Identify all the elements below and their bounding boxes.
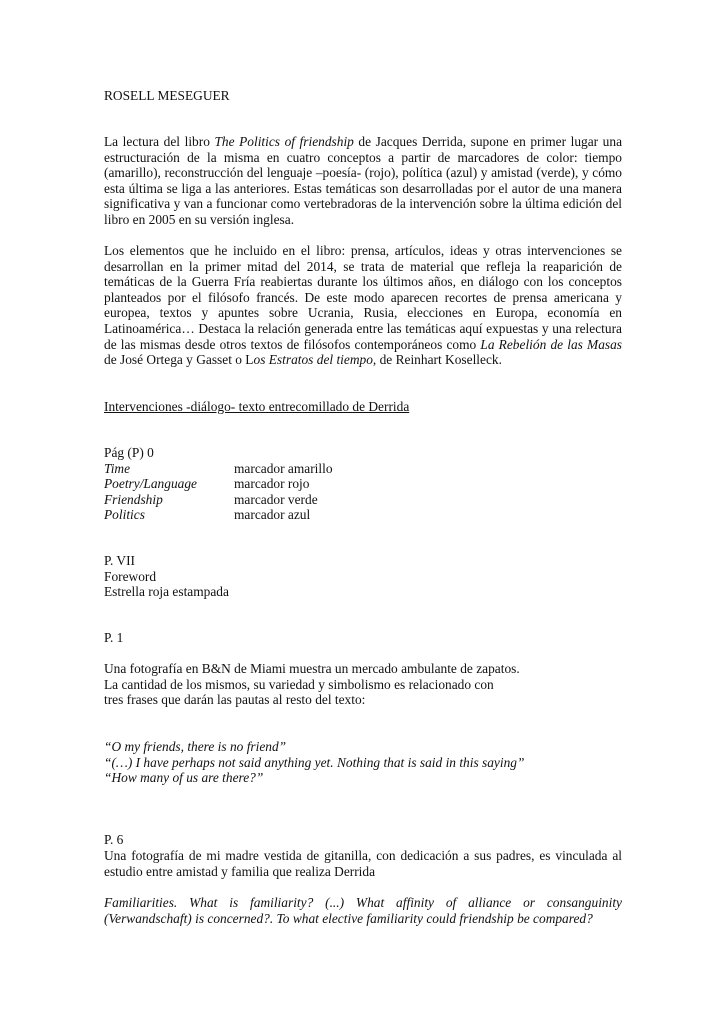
p1-line-1: Una fotografía en B&N de Miami muestra un mercado ambulante de zapatos. — [104, 661, 520, 676]
section-heading: Intervenciones -diálogo- texto entrecomillado de Derrida — [104, 399, 410, 414]
marker-color: marcador azul — [234, 507, 311, 523]
marker-concept: Time — [104, 460, 131, 476]
marker-color: marcador rojo — [234, 476, 310, 492]
elements-text-3: , de Reinhart Koselleck. — [372, 352, 502, 368]
elements-text-2: de José Ortega y Gasset o L — [104, 352, 254, 368]
pvii-line-1: Foreword — [104, 568, 157, 584]
quote-2: “(…) I have perhaps not said anything yet. Nothing that is said in this saying” — [104, 754, 525, 770]
p0-section — [104, 445, 622, 523]
author-name: ROSELL MESEGUER — [104, 88, 230, 103]
marker-concept: Poetry/Language — [104, 476, 197, 492]
intro-text-2: de Jacques Derrida, supone en primer lugar una estructuración de la misma en cuatro conceptos a partir de marcadores de color: tiempo (amarillo), reconstrucción del lenguaje –poesía- (rojo), política (azul) y amistad (verde), y cómo esta última se liga a las anteriores. Estas temáticas son desarrolladas por el autor de una manera significativa y van a funcionar como vertebradoras de la intervención sobre la última edición del libro en 2005 en su versión inglesa. — [104, 134, 623, 227]
p6-quote: Familiarities. What is familiarity? (...) What affinity of alliance or consanguinity (Verwandschaft) is concerned?. To what elective familiarity could friendship be compared? — [104, 895, 622, 926]
p6-text: Una fotografía de mi madre vestida de gitanilla, con dedicación a sus padres, es vinculada al estudio entre amistad y familia que realiza Derrida — [104, 848, 622, 879]
intro-paragraph — [104, 134, 622, 228]
p1-quotes — [104, 739, 622, 786]
marker-row — [104, 476, 622, 492]
p1-line-3: tres frases que darán las pautas al resto del texto: — [104, 692, 366, 708]
p0-label: Pág (P) 0 — [104, 445, 154, 460]
pvii-label: P. VII — [104, 553, 136, 568]
marker-row — [104, 492, 622, 508]
book-title: The Politics of friendship — [214, 134, 354, 149]
p1-label: P. 1 — [104, 630, 124, 645]
p1-line-2: La cantidad de los mismos, su variedad y simbolismo es relacionado con — [104, 676, 494, 692]
marker-row — [104, 507, 622, 523]
elements-text-1: Los elementos que he incluido en el libro: prensa, artículos, ideas y otras intervenciones se desarrollan en la primer mitad del 2014, se trata de material que refleja la reaparición de temáticas de la Guerra Fría reabiertas durante los últimos años, en diálogo con los conceptos planteados por el filósofo francés. De este modo aparecen recortes de prensa americana y europea, textos y apuntes sobre Ucrania, Rusia, elecciones en Europa, economía en Latinoamérica… Destaca la relación generada entre las temáticas aquí expuestas y una relectura de las mismas desde otros textos de filósofos contemporáneos como — [104, 243, 622, 352]
quote-3: “How many of us are there?” — [104, 770, 264, 786]
pvii-line-2: Estrella roja estampada — [104, 584, 229, 600]
marker-color: marcador amarillo — [234, 460, 333, 476]
marker-concept: Friendship — [104, 491, 163, 507]
marker-color: marcador verde — [234, 491, 318, 507]
p1-text — [104, 661, 622, 708]
book-title-koselleck: os Estratos del tiempo — [253, 352, 373, 368]
intro-text-1: La lectura del libro — [104, 134, 215, 149]
book-title-ortega: La Rebelión de las Masas — [480, 336, 623, 352]
marker-concept: Politics — [104, 507, 145, 523]
elements-paragraph — [104, 243, 622, 368]
quote-1: “O my friends, there is no friend” — [104, 739, 287, 754]
pvii-section — [104, 553, 622, 600]
p6-label: P. 6 — [104, 832, 124, 847]
marker-row — [104, 461, 622, 477]
